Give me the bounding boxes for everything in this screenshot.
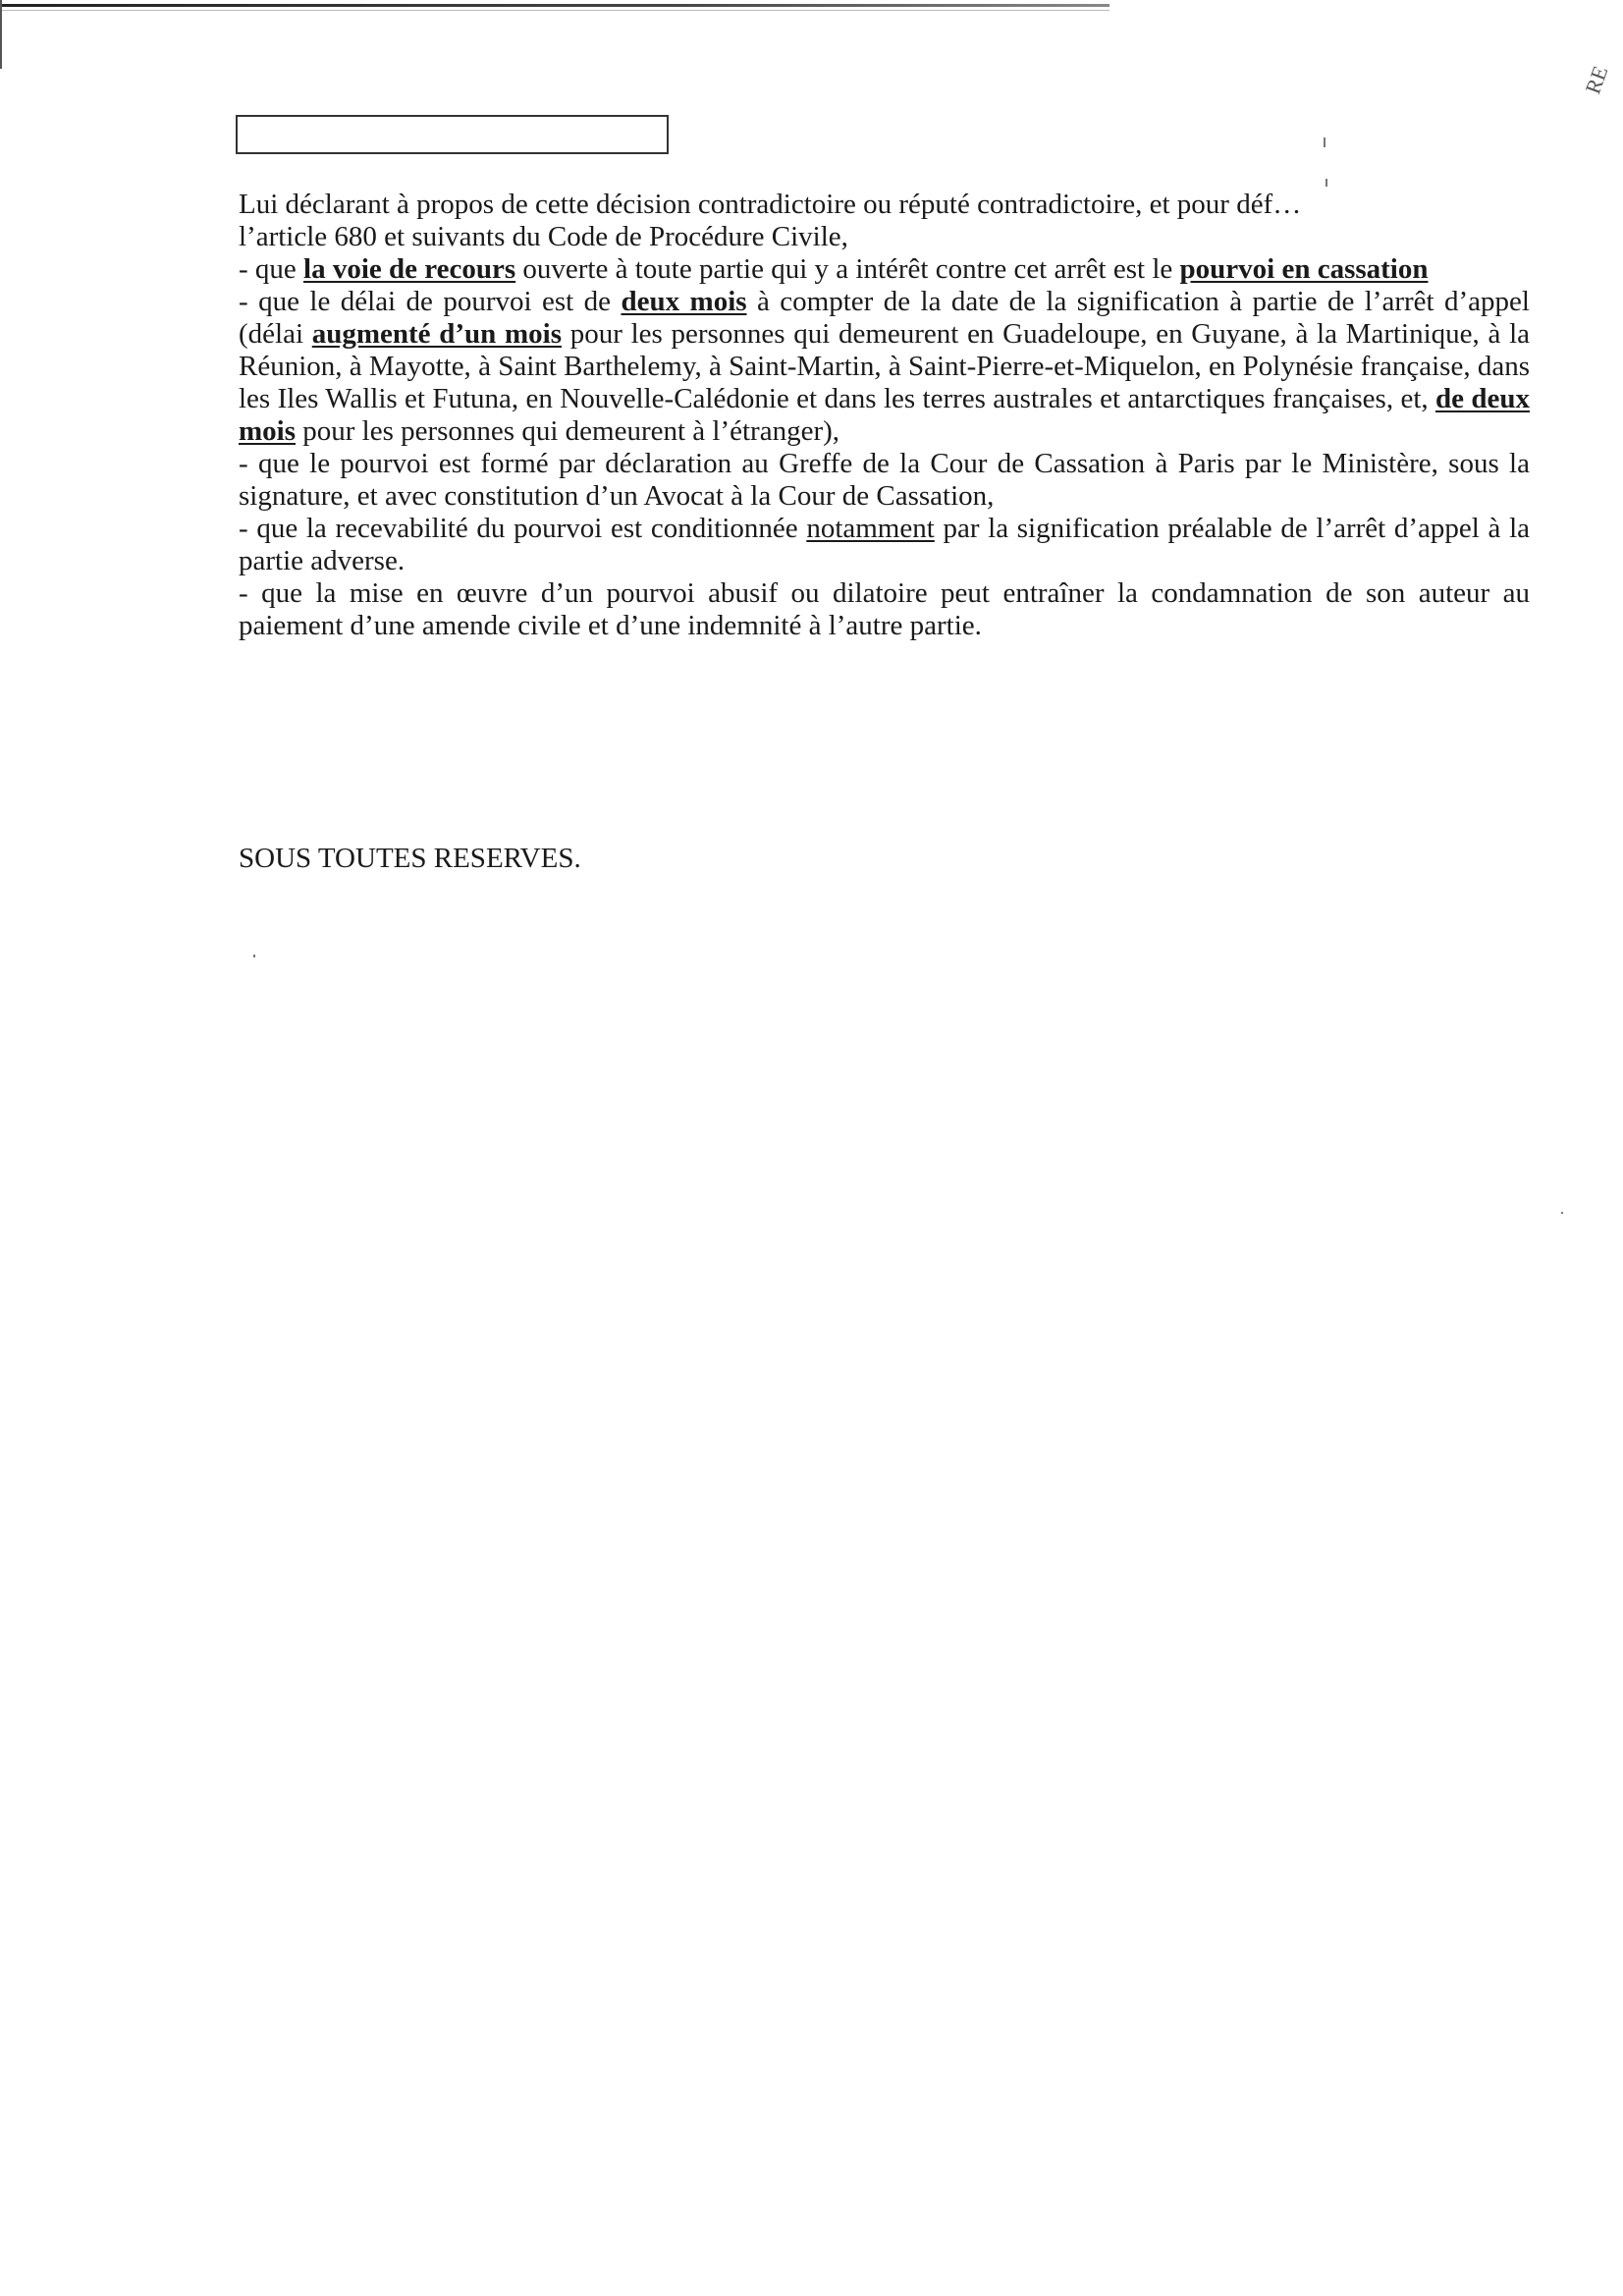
closing-reserves: SOUS TOUTES RESERVES. <box>239 843 581 874</box>
scan-border-line-faint <box>0 10 1109 11</box>
stamp-text: RE <box>1580 62 1613 97</box>
intro-line-1: Lui déclarant à propos de cette décision contradictoire ou réputé contradictoire, et pour déf… <box>239 189 1302 220</box>
stamp-fragment <box>1564 50 1623 107</box>
scan-border-line <box>0 4 1109 7</box>
clause-pourvoi-abusif: - que la mise en œuvre d’un pourvoi abusif ou dilatoire peut entraîner la condamnation de son auteur au paiement d’une amende civile et d’une indemnité à l’autre partie. <box>239 577 1530 641</box>
emphasis-pourvoi-en-cassation: pourvoi en cassation <box>1179 253 1429 285</box>
scan-speck <box>1324 137 1325 147</box>
emphasis-deux-mois: deux mois <box>621 286 747 317</box>
intro-line-2: l’article 680 et suivants du Code de Procédure Civile, <box>239 221 848 252</box>
emphasis-notamment: notamment <box>806 513 935 544</box>
scan-speck <box>1325 179 1327 187</box>
emphasis-voie-de-recours: la voie de recours <box>303 253 516 285</box>
scan-left-edge <box>0 0 2 69</box>
emphasis-augmente-dun-mois: augmenté d’un mois <box>311 318 563 350</box>
clause-voie-de-recours: - que la voie de recours ouverte à toute partie qui y a intérêt contre cet arrêt est le pourvoi en cassation <box>239 253 1429 285</box>
clause-delai: - que le délai de pourvoi est de deux mois à compter de la date de la signification à partie de l’arrêt d’appel (délai augmenté d’un mois pour les personnes qui demeurent en Guadeloupe, en Guyane, à la Martinique, à la Réunion, à Mayotte, à Saint Barthelemy, à Saint-Martin, à Saint-Pierre-et-Miquelon, en Polynésie française, dans les Iles Wallis et Futuna, en Nouvelle-Calédonie et dans les terres australes et antarctiques françaises, et, de deux mois pour les personnes qui demeurent à l’étranger), <box>239 286 1531 447</box>
clause-forme-du-pourvoi: - que le pourvoi est formé par déclaration au Greffe de la Cour de Cassation à Paris par le Ministère, sous la signature, et avec constitution d’un Avocat à la Cour de Cassation, <box>239 448 1530 512</box>
document-body <box>239 189 1530 642</box>
scan-speck <box>1561 1212 1563 1214</box>
emphasis-de-deux-mois: de deux mois <box>239 383 1530 447</box>
clause-recevabilite: - que la recevabilité du pourvoi est conditionnée notamment par la signification préalable de l’arrêt d’appel à la partie adverse. <box>239 513 1530 576</box>
scan-speck <box>253 955 255 957</box>
redacted-field <box>236 115 669 154</box>
